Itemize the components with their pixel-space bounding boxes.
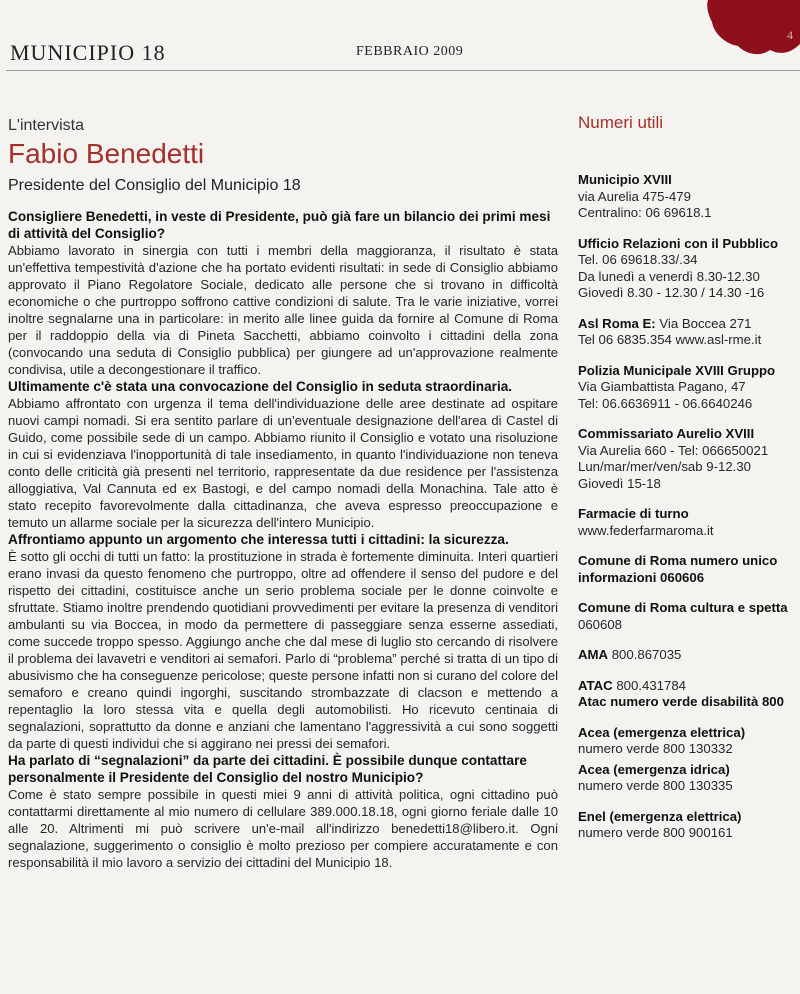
entry-urp-phone: Tel. 06 69618.33/.34 [578,252,698,267]
entry-polizia-phone: Tel: 06.6636911 - 06.6640246 [578,395,753,411]
entry-comune-cultura [578,600,800,633]
question-2: Ultimamente c'è stata una convocazione del Consiglio in seduta straordinaria. [8,379,513,394]
interviewee-name: Fabio Benedetti [8,138,205,169]
entry-urp-hours: Da lunedì a venerdì 8.30-12.30 [578,268,760,284]
entry-commissariato-hours: Lun/mar/mer/ven/sab 9-12.30 [578,459,751,474]
entry-atac-name: ATAC [578,677,613,693]
entry-acea-water [578,762,800,795]
entry-commissariato-name: Commissariato Aurelio XVIII [578,426,755,441]
entry-ama-name: AMA [578,647,609,662]
useful-numbers-sidebar [578,112,800,856]
entry-comune-info-number: informazioni 060606 [578,569,705,585]
sidebar-title: Numeri utili [578,113,664,132]
interview-article [8,116,558,871]
question-4: Ha parlato di “segnalazioni” da parte dei cittadini. È possibile dunque contattare personalmente il Presidente del Consiglio del nostro Municipio? [8,753,527,785]
answer-1: Abbiamo lavorato in sinergia con tutti i membri della maggioranza, il risultato è stata un'effettiva tempestività d'azione che ha portato evidenti risultati: in sede di Consiglio abbiamo approvato il Piano Regolatore Sociale, dedicato alle persone che si trovano in difficoltà economiche o che purtroppo soffrono cattive condizioni di salute. Tra le varie iniziative, vorrei inoltre segnalarne una in particolare: in merito alle linee guida da fornire al Comune di Roma per il raddoppio della via di Pineta Sacchetti, abbiamo coinvolto i cittadini della zona (convocando una seduta di Consiglio pubblica) per giungere ad un'approvazione realmente condivisa, utile a decongestionare il traffico. [8,243,558,377]
entry-enel-name: Enel (emergenza elettrica) [578,808,742,824]
entry-enel-number: numero verde 800 900161 [578,825,733,840]
entry-farmacie-name: Farmacie di turno [578,506,689,521]
entry-comune-info [578,553,800,586]
entry-acea-electric-name: Acea (emergenza elettrica) [578,724,746,740]
entry-atac-number: 800.431784 [612,677,687,693]
answer-2: Abbiamo affrontato con urgenza il tema dell'individuazione delle aree destinate ad ospitare nuovi campi nomadi. Si era sentito parlare di un'eventuale designazione dell'area di Castel di Guido, come possibile sede di un campo. Abbiamo riunito il Consiglio e votato una risoluzione in cui si evidenziava l'inopportunità di tale insediamento, in quanto l'individuazione non teneva conto delle criticità già presenti nel territorio, rappresentate da due residence per l'assistenza alloggiativa, Val Cannuta ed ex Bastogi, e del campo nomadi della Monachina. Tale atto è stato recepito favorevolmente dalla cittadinanza, che aveva espresso preoccupazione e temuto un allarme sociale per la sicurezza dell'intero Municipio. [8,396,558,530]
entry-urp-name: Ufficio Relazioni con il Pubblico [578,235,779,251]
entry-atac [578,678,800,711]
entry-commissariato-hours-thu: Giovedì 15-18 [578,475,661,491]
question-3: Affrontiamo appunto un argomento che interessa tutti i cittadini: la sicurezza. [8,532,509,547]
page-number: 4 [787,28,793,42]
entry-asl [578,316,800,349]
entry-farmacie-url: www.federfarmaroma.it [578,522,714,538]
issue-date: FEBBRAIO 2009 [356,44,464,59]
interviewee-role: Presidente del Consiglio del Municipio 18 [8,177,301,194]
entry-polizia-name: Polizia Municipale XVIII Gruppo [578,362,776,378]
entry-atac-disabled-line: Atac numero verde disabilità 800 [578,694,784,709]
article-kicker: L'intervista [8,117,84,134]
entry-municipio-phone: Centralino: 06 69618.1 [578,205,712,220]
entry-farmacie [578,506,800,539]
entry-comune-cultura-name: Comune di Roma cultura e spetta [578,600,788,615]
entry-municipio [578,172,800,222]
answer-3: È sotto gli occhi di tutti un fatto: la prostituzione in strada è fortemente diminuita. Interi quartieri erano invasi da questo fenomeno che purtroppo, oltre ad offendere il senso del pudore e del rispetto dei cittadini, costituisce anche un serio problema sociale per le donne coinvolte e sfruttate. Stiamo inoltre prendendo quotidiani provvedimenti per evitare la presenza di venditori ambulanti su via Boccea, in modo da permettere di passeggiare senza esserne assediati, come succede troppo spesso. Aggiungo anche che dal mese di luglio sto cercando di risolvere il problema dei lavavetri e venditori ai semafori. Parlo di “problema” perché si tratta di un tipo di abusivismo che ha conseguenze pericolose; queste persone infatti non si curano del colore del semaforo e creano quindi ingorghi, suscitando strombazzate di clacson e mettendo a repentaglio la loro stessa vita e quella degli automobilisti. Ho ricevuto centinaia di segnalazioni, soprattutto da donne e anziani che lamentano l'aggressività a cui sono soggetti da parte di questi individui che si aggirano nei pressi dei semafori. [8,549,558,751]
answer-4: Come è stato sempre possibile in questi miei 9 anni di attività politica, ogni cittadino può contattarmi direttamente al mio numero di cellulare 389.000.18.18, ogni giorno feriale dalle 10 alle 20. Altrimenti mi può scrivere un'e-mail all'indirizzo benedetti18@libero.it. Ogni segnalazione, suggerimento o consiglio è molto prezioso per compiere accuratamente e con responsabilità il mio lavoro a servizio dei cittadini del Municipio 18. [8,787,558,870]
entry-municipio-name: Municipio XVIII [578,172,672,187]
masthead: MUNICIPIO 18 [10,40,166,65]
entry-comune-cultura-number: 060608 [578,616,623,632]
entry-commissariato-address: Via Aurelia 660 - Tel: 066650021 [578,442,769,458]
entry-ama-number: 800.867035 [608,647,682,662]
entry-comune-info-name: Comune di Roma numero unico [578,553,778,568]
entry-asl-address: Via Boccea 271 [655,315,752,331]
entry-commissariato [578,426,800,492]
entry-urp-hours-thu: Giovedì 8.30 - 12.30 / 14.30 -16 [578,285,765,300]
entry-asl-name: Asl Roma E: [578,315,656,331]
entry-acea-water-name: Acea (emergenza idrica) [578,761,730,777]
entry-polizia [578,363,800,413]
question-1: Consigliere Benedetti, in veste di Presidente, può già fare un bilancio dei primi mesi di attività del Consiglio? [8,209,551,241]
header-rule [6,70,800,71]
entry-urp [578,236,800,302]
page-corner-stain [700,0,800,60]
entry-acea-electric-number: numero verde 800 130332 [578,741,733,756]
entry-municipio-address: via Aurelia 475-479 [578,188,691,204]
entry-acea-water-number: numero verde 800 130335 [578,778,733,793]
entry-enel [578,809,800,842]
entry-polizia-address: Via Giambattista Pagano, 47 [578,379,746,394]
entry-acea-electric [578,725,800,758]
entry-ama [578,647,800,664]
entry-asl-phone: Tel 06 6835.354 www.asl-rme.it [578,332,762,347]
